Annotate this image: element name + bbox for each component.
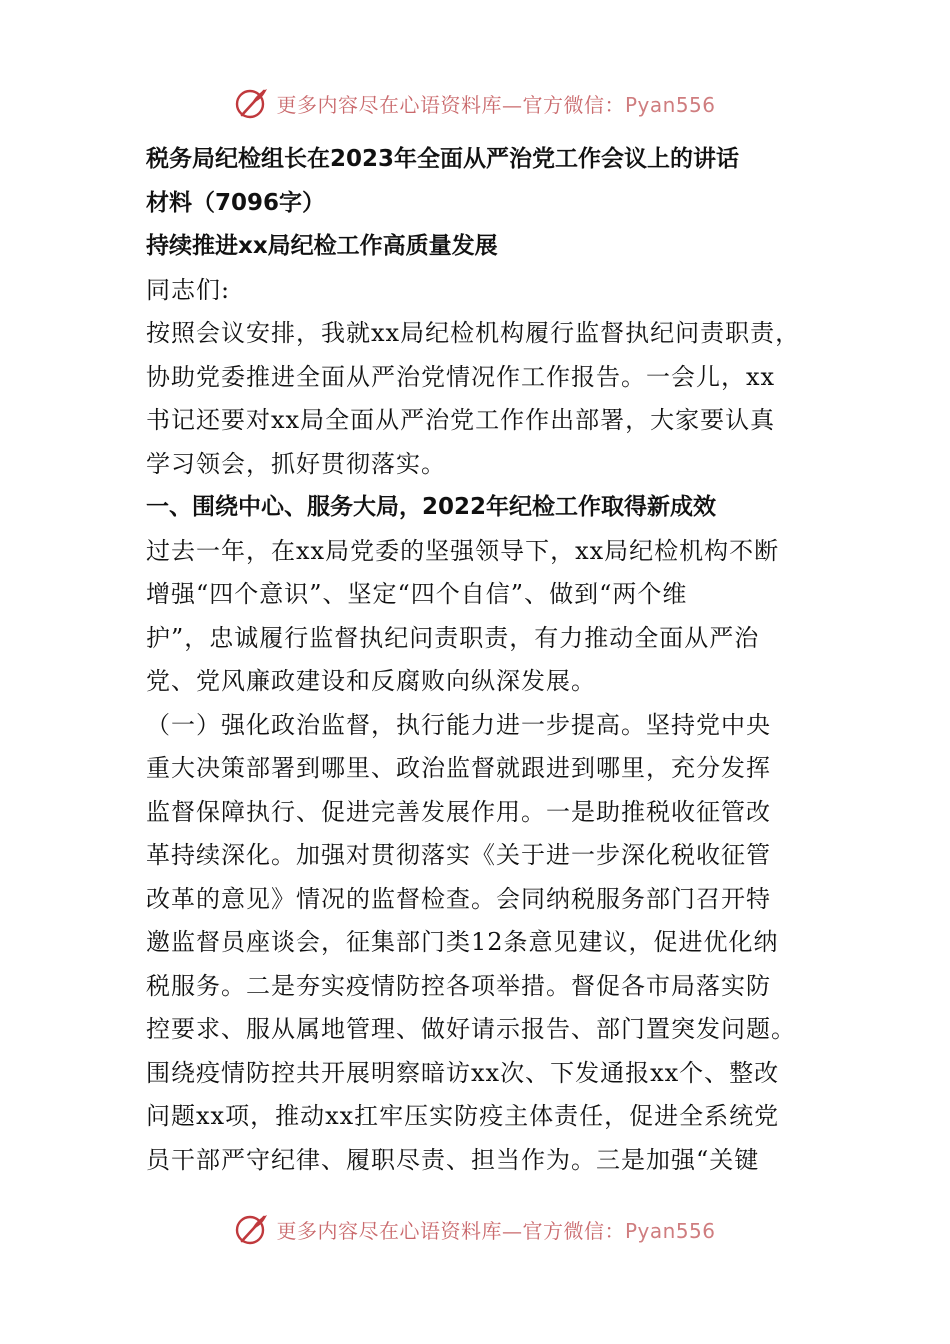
section-line: 护”，忠诚履行监督执纪问责职责，有力推动全面从严治 — [146, 623, 760, 652]
intro-line: 协助党委推进全面从严治党情况作工作报告。一会儿，xx — [146, 362, 776, 391]
subsection-line: （一）强化政治监督，执行能力进一步提高。坚持党中央 — [146, 710, 771, 739]
intro-line: 学习领会，抓好贯彻落实。 — [146, 449, 446, 478]
section-heading: 一、围绕中心、服务大局，2022年纪检工作取得新成效 — [146, 494, 717, 520]
subsection-line: 税服务。二是夯实疫情防控各项举措。督促各市局落实防 — [146, 971, 771, 1000]
subsection-line: 重大决策部署到哪里、政治监督就跟进到哪里，充分发挥 — [146, 754, 771, 782]
intro-line: 按照会议安排，我就xx局纪检机构履行监督执纪问责职责， — [146, 319, 801, 347]
subsection-line: 监督保障执行、促进完善发展作用。一是助推税收征管改 — [146, 797, 771, 826]
subsection-line: 邀监督员座谈会，征集部门类12条意见建议，促进优化纳 — [146, 928, 779, 956]
subsection-line: 革持续深化。加强对贯彻落实《关于进一步深化税收征管 — [146, 841, 771, 869]
greeting: 同志们: — [146, 275, 231, 304]
subsection-line: 改革的意见》情况的监督检查。会同纳税服务部门召开特 — [146, 884, 771, 913]
watermark-text: 更多内容尽在心语资料库—官方微信：Pyan556 — [276, 92, 716, 117]
subtitle: 持续推进xx局纪检工作高质量发展 — [146, 233, 498, 259]
title-line-1: 税务局纪检组长在2023年全面从严治党工作会议上的讲话 — [146, 146, 740, 172]
quill-logo-icon — [234, 85, 270, 121]
section-line: 过去一年，在xx局党委的坚强领导下，xx局纪检机构不断 — [146, 536, 780, 565]
section-line: 党、党风廉政建设和反腐败向纵深发展。 — [146, 667, 596, 695]
subsection-line: 员干部严守纪律、履职尽责、担当作为。三是加强“关键 — [146, 1145, 760, 1174]
subsection-line: 问题xx项，推动xx扛牢压实防疫主体责任，促进全系统党 — [146, 1102, 780, 1130]
watermark-text: 更多内容尽在心语资料库—官方微信：Pyan556 — [276, 1218, 716, 1243]
title-line-2: 材料（7096字） — [146, 189, 326, 216]
subsection-line: 围绕疫情防控共开展明察暗访xx次、下发通报xx个、整改 — [146, 1058, 780, 1087]
watermark-banner-top — [0, 81, 950, 125]
section-line: 增强“四个意识”、坚定“四个自信”、做到“两个维 — [146, 580, 688, 608]
intro-line: 书记还要对xx局全面从严治党工作作出部署，大家要认真 — [146, 406, 776, 434]
quill-logo-icon — [234, 1211, 270, 1247]
watermark-banner-bottom — [0, 1207, 950, 1251]
document-body — [146, 138, 814, 1182]
subsection-line: 控要求、服从属地管理、做好请示报告、部门置突发问题。 — [146, 1015, 796, 1043]
